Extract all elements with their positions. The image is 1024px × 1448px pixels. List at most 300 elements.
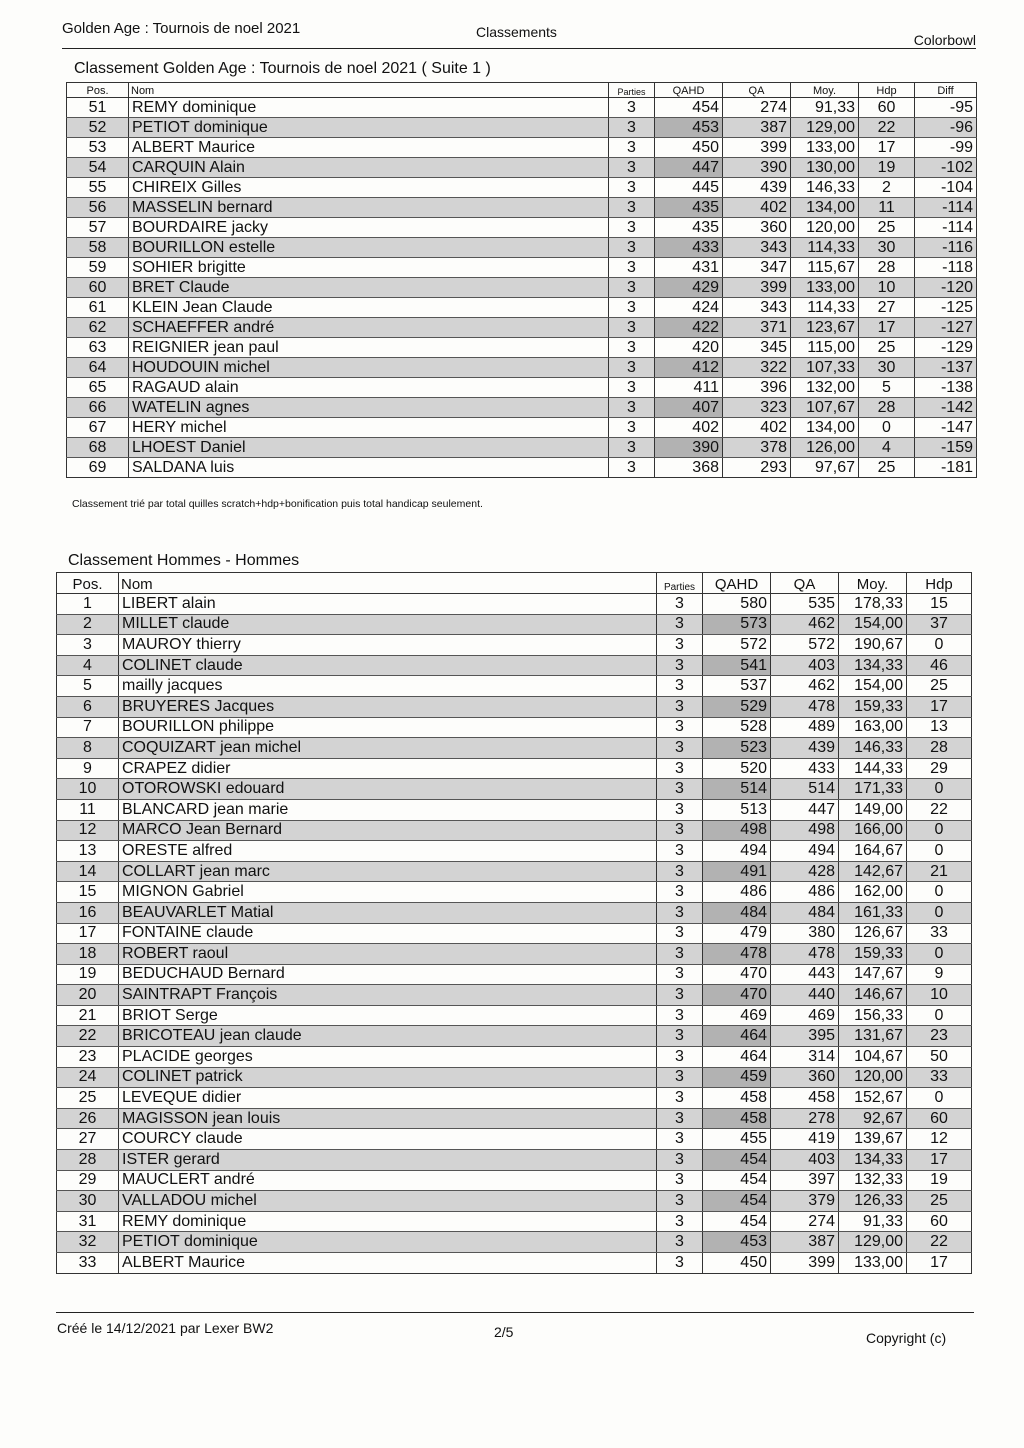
table-row <box>57 799 972 820</box>
table-cell: BLANCARD jean marie <box>119 799 657 820</box>
table-cell: 429 <box>655 278 723 298</box>
table-cell: 60 <box>67 278 129 298</box>
table-cell: 63 <box>67 338 129 358</box>
table-cell: 3 <box>657 655 703 676</box>
table-cell: 498 <box>703 820 771 841</box>
table-cell: 3 <box>609 378 655 398</box>
table-cell: 107,33 <box>791 358 859 378</box>
table-cell: 360 <box>771 1067 839 1088</box>
table-cell: 3 <box>609 358 655 378</box>
table-cell: 399 <box>771 1253 839 1274</box>
table-cell: 402 <box>723 418 791 438</box>
footer-copyright: Copyright (c) <box>866 1330 947 1346</box>
table-cell: 132,33 <box>839 1170 907 1191</box>
table-cell: 5 <box>859 378 915 398</box>
table-row <box>67 298 977 318</box>
footer-divider <box>56 1312 974 1313</box>
table-cell: -118 <box>915 258 977 278</box>
table-cell: 25 <box>907 676 972 697</box>
table-cell: 454 <box>703 1211 771 1232</box>
table-cell: 453 <box>703 1232 771 1253</box>
table-cell: 57 <box>67 218 129 238</box>
table-cell: 29 <box>907 758 972 779</box>
table-cell: 114,33 <box>791 298 859 318</box>
table-cell: 347 <box>723 258 791 278</box>
table-cell: 19 <box>907 1170 972 1191</box>
table-cell: 529 <box>703 696 771 717</box>
table-cell: 147,67 <box>839 964 907 985</box>
table-cell: 15 <box>907 594 972 615</box>
table-cell: 3 <box>609 98 655 118</box>
table-cell: 139,67 <box>839 1129 907 1150</box>
table-cell: 3 <box>657 944 703 965</box>
table-cell: 1 <box>57 594 119 615</box>
table-cell: SALDANA luis <box>129 458 609 478</box>
table-cell: 431 <box>655 258 723 278</box>
table-cell: 424 <box>655 298 723 318</box>
table-cell: 19 <box>859 158 915 178</box>
table-row <box>57 655 972 676</box>
table-cell: 26 <box>57 1108 119 1129</box>
table-cell: -125 <box>915 298 977 318</box>
table-cell: 494 <box>703 841 771 862</box>
table-cell: 3 <box>609 118 655 138</box>
table-row <box>67 178 977 198</box>
table-cell: 3 <box>657 614 703 635</box>
table-row <box>57 758 972 779</box>
table-cell: 455 <box>703 1129 771 1150</box>
table-cell: 50 <box>907 1047 972 1068</box>
table-cell: -142 <box>915 398 977 418</box>
table-cell: 54 <box>67 158 129 178</box>
table-cell: 10 <box>859 278 915 298</box>
table-cell: 156,33 <box>839 1005 907 1026</box>
table-cell: 17 <box>907 1253 972 1274</box>
table-cell: 123,67 <box>791 318 859 338</box>
table-cell: COLINET patrick <box>119 1067 657 1088</box>
table-cell: 478 <box>771 696 839 717</box>
table-row <box>67 258 977 278</box>
column-header: Hdp <box>907 573 972 594</box>
table-cell: 19 <box>57 964 119 985</box>
table-row <box>57 676 972 697</box>
table-cell: -138 <box>915 378 977 398</box>
table-cell: 3 <box>657 1088 703 1109</box>
table-cell: 130,00 <box>791 158 859 178</box>
table-cell: 146,33 <box>839 738 907 759</box>
table-cell: 13 <box>57 841 119 862</box>
table-cell: MAUROY thierry <box>119 635 657 656</box>
column-header: Pos. <box>57 573 119 594</box>
table-cell: 37 <box>907 614 972 635</box>
table-row <box>57 1026 972 1047</box>
header-section-title: Classements <box>476 24 557 40</box>
table-cell: 149,00 <box>839 799 907 820</box>
table-cell: 450 <box>703 1253 771 1274</box>
table-cell: 3 <box>657 758 703 779</box>
table-cell: 454 <box>703 1170 771 1191</box>
golden-age-ranking-table <box>66 82 977 478</box>
table-cell: 114,33 <box>791 238 859 258</box>
table-cell: 435 <box>655 198 723 218</box>
table-cell: MAGISSON jean louis <box>119 1108 657 1129</box>
table-cell: 0 <box>907 635 972 656</box>
table-cell: 107,67 <box>791 398 859 418</box>
table-cell: -114 <box>915 218 977 238</box>
table-cell: 360 <box>723 218 791 238</box>
table-cell: VALLADOU michel <box>119 1191 657 1212</box>
table-row <box>57 1191 972 1212</box>
table-cell: 3 <box>609 138 655 158</box>
table-cell: 53 <box>67 138 129 158</box>
table-cell: SOHIER brigitte <box>129 258 609 278</box>
table-cell: 65 <box>67 378 129 398</box>
table-cell: -95 <box>915 98 977 118</box>
table-cell: REIGNIER jean paul <box>129 338 609 358</box>
table-cell: ALBERT Maurice <box>129 138 609 158</box>
table-cell: 144,33 <box>839 758 907 779</box>
table-row <box>57 964 972 985</box>
table-cell: 22 <box>859 118 915 138</box>
table-cell: 3 <box>57 635 119 656</box>
table-cell: 323 <box>723 398 791 418</box>
table-cell: 458 <box>703 1108 771 1129</box>
table-cell: 104,67 <box>839 1047 907 1068</box>
table-cell: 17 <box>859 138 915 158</box>
table-cell: 3 <box>609 458 655 478</box>
table-row <box>67 238 977 258</box>
table-cell: 458 <box>771 1088 839 1109</box>
table-cell: 10 <box>907 985 972 1006</box>
table-cell: 16 <box>57 902 119 923</box>
table-cell: 3 <box>657 1211 703 1232</box>
table-cell: FONTAINE claude <box>119 923 657 944</box>
table-cell: 7 <box>57 717 119 738</box>
table-cell: 396 <box>723 378 791 398</box>
table-cell: 479 <box>703 923 771 944</box>
table-cell: 115,67 <box>791 258 859 278</box>
table-cell: 2 <box>57 614 119 635</box>
table-row <box>57 1211 972 1232</box>
table-cell: 390 <box>655 438 723 458</box>
table-cell: 462 <box>771 614 839 635</box>
table-body <box>67 98 977 478</box>
table-cell: 402 <box>723 198 791 218</box>
table-cell: 28 <box>859 258 915 278</box>
table-cell: WATELIN agnes <box>129 398 609 418</box>
table-cell: 29 <box>57 1170 119 1191</box>
table-cell: 402 <box>655 418 723 438</box>
table-row <box>57 1067 972 1088</box>
table-cell: LIBERT alain <box>119 594 657 615</box>
table-cell: 164,67 <box>839 841 907 862</box>
table-cell: 162,00 <box>839 882 907 903</box>
table-cell: 52 <box>67 118 129 138</box>
footer-page-number: 2/5 <box>494 1324 514 1340</box>
table-cell: 132,00 <box>791 378 859 398</box>
table-cell: 3 <box>657 1253 703 1274</box>
table-cell: CARQUIN Alain <box>129 158 609 178</box>
table-cell: 573 <box>703 614 771 635</box>
table-cell: 120,00 <box>791 218 859 238</box>
column-header: QAHD <box>703 573 771 594</box>
table-cell: 11 <box>859 198 915 218</box>
table-cell: 3 <box>609 278 655 298</box>
table-cell: 159,33 <box>839 944 907 965</box>
table-cell: 419 <box>771 1129 839 1150</box>
table-cell: BEAUVARLET Matial <box>119 902 657 923</box>
table-row <box>57 635 972 656</box>
table-cell: 293 <box>723 458 791 478</box>
table-row <box>67 378 977 398</box>
table-row <box>57 614 972 635</box>
table-cell: -99 <box>915 138 977 158</box>
table-cell: 33 <box>907 1067 972 1088</box>
table-cell: 0 <box>907 944 972 965</box>
table-cell: 399 <box>723 138 791 158</box>
table-row <box>57 1108 972 1129</box>
table-cell: 469 <box>703 1005 771 1026</box>
table-row <box>67 398 977 418</box>
table-cell: 450 <box>655 138 723 158</box>
table-cell: -147 <box>915 418 977 438</box>
table-row <box>57 1253 972 1274</box>
table-cell: 12 <box>907 1129 972 1150</box>
table-cell: 3 <box>657 861 703 882</box>
table-cell: 17 <box>57 923 119 944</box>
table-row <box>67 278 977 298</box>
table-cell: 523 <box>703 738 771 759</box>
table-cell: HOUDOUIN michel <box>129 358 609 378</box>
table-row <box>57 1047 972 1068</box>
table-cell: REMY dominique <box>119 1211 657 1232</box>
table-cell: 3 <box>657 1129 703 1150</box>
table-cell: 433 <box>655 238 723 258</box>
table-cell: 0 <box>907 841 972 862</box>
table-cell: 3 <box>609 398 655 418</box>
table-row <box>67 458 977 478</box>
table-cell: 343 <box>723 298 791 318</box>
table-cell: -102 <box>915 158 977 178</box>
footer-created-info: Créé le 14/12/2021 par Lexer BW2 <box>57 1320 274 1336</box>
table-cell: 66 <box>67 398 129 418</box>
table-row <box>67 338 977 358</box>
table-cell: 3 <box>657 738 703 759</box>
table-cell: 0 <box>907 820 972 841</box>
table-cell: 528 <box>703 717 771 738</box>
column-header: Pos. <box>67 83 129 98</box>
table-cell: LEVEQUE didier <box>119 1088 657 1109</box>
table-cell: 68 <box>67 438 129 458</box>
table-cell: 62 <box>67 318 129 338</box>
table-cell: 447 <box>771 799 839 820</box>
table-cell: PETIOT dominique <box>119 1232 657 1253</box>
table-row <box>67 318 977 338</box>
table-cell: 60 <box>907 1108 972 1129</box>
column-header: Nom <box>129 83 609 98</box>
table-cell: 166,00 <box>839 820 907 841</box>
table-cell: 61 <box>67 298 129 318</box>
table-row <box>57 841 972 862</box>
table-cell: 454 <box>703 1150 771 1171</box>
table-cell: 439 <box>771 738 839 759</box>
table-row <box>57 1088 972 1109</box>
table-cell: 17 <box>907 696 972 717</box>
table-cell: 133,00 <box>791 138 859 158</box>
table-cell: 56 <box>67 198 129 218</box>
table-row <box>67 358 977 378</box>
table-cell: 443 <box>771 964 839 985</box>
table-cell: 3 <box>609 238 655 258</box>
table-cell: -181 <box>915 458 977 478</box>
table-cell: 134,00 <box>791 418 859 438</box>
table-row <box>57 923 972 944</box>
table-cell: 33 <box>57 1253 119 1274</box>
table-cell: 134,00 <box>791 198 859 218</box>
table-cell: 486 <box>771 882 839 903</box>
table-cell: 4 <box>859 438 915 458</box>
table-cell: 13 <box>907 717 972 738</box>
table-cell: 0 <box>907 1088 972 1109</box>
table-cell: 459 <box>703 1067 771 1088</box>
table-row <box>57 985 972 1006</box>
table-cell: 12 <box>57 820 119 841</box>
table-cell: 454 <box>703 1191 771 1212</box>
table-cell: -114 <box>915 198 977 218</box>
table-row <box>57 820 972 841</box>
table-cell: 462 <box>771 676 839 697</box>
table-cell: BRICOTEAU jean claude <box>119 1026 657 1047</box>
table-cell: BRET Claude <box>129 278 609 298</box>
table-cell: 9 <box>57 758 119 779</box>
table-cell: 470 <box>703 964 771 985</box>
table-cell: 572 <box>771 635 839 656</box>
table-cell: ALBERT Maurice <box>119 1253 657 1274</box>
table-row <box>57 882 972 903</box>
table-cell: 3 <box>657 696 703 717</box>
men-ranking-table <box>56 572 972 1274</box>
table-cell: 30 <box>57 1191 119 1212</box>
table-cell: 24 <box>57 1067 119 1088</box>
table-cell: 464 <box>703 1026 771 1047</box>
table-row <box>67 438 977 458</box>
table-cell: 154,00 <box>839 614 907 635</box>
table-cell: SAINTRAPT François <box>119 985 657 1006</box>
column-header: Diff <box>915 83 977 98</box>
table-row <box>57 1170 972 1191</box>
table-cell: 3 <box>657 964 703 985</box>
table-row <box>57 717 972 738</box>
table-cell: 6 <box>57 696 119 717</box>
table-cell: 469 <box>771 1005 839 1026</box>
table-cell: 33 <box>907 923 972 944</box>
table-cell: CRAPEZ didier <box>119 758 657 779</box>
table-cell: 371 <box>723 318 791 338</box>
table-cell: 23 <box>57 1047 119 1068</box>
table-cell: 15 <box>57 882 119 903</box>
table-cell: 25 <box>859 458 915 478</box>
table-row <box>57 861 972 882</box>
table-cell: 390 <box>723 158 791 178</box>
table-cell: 22 <box>907 1232 972 1253</box>
table-cell: 3 <box>609 258 655 278</box>
table-cell: 478 <box>703 944 771 965</box>
table-cell: PETIOT dominique <box>129 118 609 138</box>
section2-title: Classement Hommes - Hommes <box>68 552 300 569</box>
table-cell: 126,00 <box>791 438 859 458</box>
table-cell: 69 <box>67 458 129 478</box>
table-cell: 91,33 <box>839 1211 907 1232</box>
table-cell: 403 <box>771 1150 839 1171</box>
table-cell: 178,33 <box>839 594 907 615</box>
table-cell: MARCO Jean Bernard <box>119 820 657 841</box>
table-cell: LHOEST Daniel <box>129 438 609 458</box>
table-cell: 159,33 <box>839 696 907 717</box>
table-cell: 535 <box>771 594 839 615</box>
page-header <box>62 18 976 49</box>
table-cell: 3 <box>657 1047 703 1068</box>
table-cell: 27 <box>57 1129 119 1150</box>
table-cell: 3 <box>657 635 703 656</box>
table-cell: 3 <box>609 318 655 338</box>
table-cell: 520 <box>703 758 771 779</box>
table-cell: 498 <box>771 820 839 841</box>
table-cell: MILLET claude <box>119 614 657 635</box>
table-cell: BRIOT Serge <box>119 1005 657 1026</box>
table-cell: 3 <box>657 1150 703 1171</box>
table-cell: CHIREIX Gilles <box>129 178 609 198</box>
table-cell: 17 <box>907 1150 972 1171</box>
table-cell: 60 <box>859 98 915 118</box>
column-header: QAHD <box>655 83 723 98</box>
table-cell: 129,00 <box>791 118 859 138</box>
sort-note: Classement trié par total quilles scratch+hdp+bonification puis total handicap seulement. <box>72 498 483 510</box>
table-cell: BOURILLON philippe <box>119 717 657 738</box>
table-cell: -159 <box>915 438 977 458</box>
table-cell: 395 <box>771 1026 839 1047</box>
table-row <box>57 1150 972 1171</box>
table-cell: 32 <box>57 1232 119 1253</box>
table-cell: 470 <box>703 985 771 1006</box>
table-cell: 3 <box>609 198 655 218</box>
table-cell: 126,67 <box>839 923 907 944</box>
table-cell: 3 <box>657 1170 703 1191</box>
table-cell: 368 <box>655 458 723 478</box>
table-cell: 447 <box>655 158 723 178</box>
table-cell: 387 <box>723 118 791 138</box>
table-cell: 411 <box>655 378 723 398</box>
table-cell: 3 <box>657 676 703 697</box>
table-cell: 445 <box>655 178 723 198</box>
table-cell: 478 <box>771 944 839 965</box>
table-cell: 142,67 <box>839 861 907 882</box>
table-cell: 322 <box>723 358 791 378</box>
table-cell: 514 <box>771 779 839 800</box>
table-header-row <box>67 83 977 98</box>
table-cell: BOURILLON estelle <box>129 238 609 258</box>
table-cell: 3 <box>657 1026 703 1047</box>
table-cell: MAUCLERT andré <box>119 1170 657 1191</box>
table-cell: 2 <box>859 178 915 198</box>
table-cell: 514 <box>703 779 771 800</box>
table-cell: 3 <box>657 1005 703 1026</box>
table-cell: 3 <box>657 820 703 841</box>
table-cell: 0 <box>907 902 972 923</box>
table-cell: 171,33 <box>839 779 907 800</box>
table-cell: 133,00 <box>839 1253 907 1274</box>
table-cell: 274 <box>771 1211 839 1232</box>
table-cell: 513 <box>703 799 771 820</box>
